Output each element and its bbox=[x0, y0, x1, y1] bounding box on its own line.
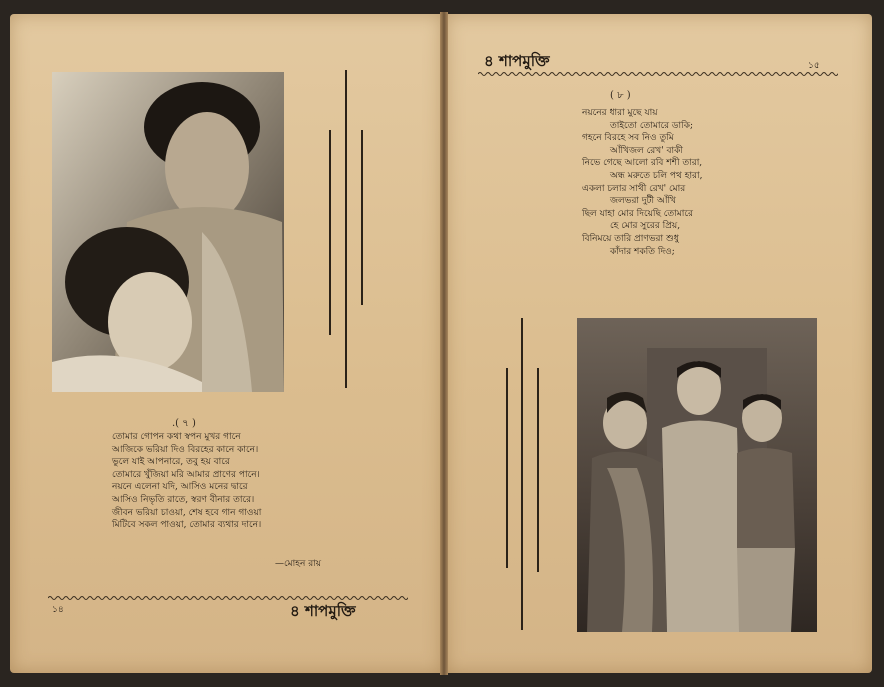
header-title-right: ৪ শাপমুক্তি bbox=[484, 52, 550, 70]
poem-right bbox=[582, 107, 702, 258]
poem-line: আজিকে ভরিয়া দিও বিরহের কানে কানে। bbox=[112, 444, 259, 455]
page-number-right: ১৫ bbox=[808, 61, 820, 71]
poem-line: কাঁদার শকতি দিও; bbox=[610, 246, 675, 257]
poem-signature: —মোহন রায় bbox=[275, 559, 322, 569]
right-photo-trio bbox=[577, 318, 817, 632]
poem-number-right: ( ৮ ) bbox=[610, 90, 631, 101]
poem-line: বিনিময়ে তারি প্রাণভরা শুধু bbox=[582, 233, 679, 244]
poem-number-left: .( ৭ ) bbox=[172, 418, 196, 429]
poem-left bbox=[112, 431, 261, 532]
decorative-line bbox=[361, 130, 363, 305]
poem-line: গহনে বিরহে সব নিও তুমি bbox=[582, 133, 674, 144]
poem-line: নয়নের ধারা মুছে যায় bbox=[582, 108, 658, 118]
trio-portrait-image bbox=[577, 318, 817, 632]
poem-line: হে মোর সুরের প্রিয়, bbox=[610, 221, 681, 232]
page-number-left: ১৪ bbox=[52, 605, 64, 615]
decorative-line bbox=[329, 130, 331, 335]
poem-line: জলভরা দুটী আঁখি bbox=[610, 196, 676, 207]
poem-line: একলা চলার সাথী রেখ' মোর bbox=[582, 183, 686, 194]
decorative-line bbox=[521, 318, 523, 630]
poem-line: অন্ধ মরুতে চলি পথ হারা, bbox=[610, 170, 703, 181]
poem-line: তোমারে খুঁজিয়া মরি আমার প্রাণের পানে। bbox=[112, 469, 260, 480]
left-photo-couple bbox=[52, 72, 284, 392]
poem-line: মিটিবে সকল পাওয়া, তোমার ব্যথার দানে। bbox=[112, 520, 262, 531]
poem-line: ভুলে যাই আপনারে, তবু হয় বারে bbox=[112, 457, 230, 468]
header-wavy-rule bbox=[478, 70, 838, 78]
poem-line: জীবন ভরিয়া চাওয়া, শেষ হবে গান গাওয়া bbox=[112, 507, 262, 518]
poem-line: আঁখিজল রেখ' বাকী bbox=[610, 145, 683, 156]
poem-line: আসিও নিভৃতি রাতে, স্বরণ বীনার তারে। bbox=[112, 494, 255, 505]
book-spine bbox=[440, 12, 448, 675]
couple-portrait-image bbox=[52, 72, 284, 392]
poem-line: তোমার গোপন কথা স্বপন মুখর গানে bbox=[112, 432, 241, 442]
decorative-line bbox=[537, 368, 539, 572]
decorative-line bbox=[506, 368, 508, 568]
poem-line: ছিল যাহা মোর দিয়েছি তোমারে bbox=[582, 208, 693, 219]
poem-line: নিভে গেছে আলো রবি শশী তারা, bbox=[582, 158, 703, 169]
footer-title-left: ৪ শাপমুক্তি bbox=[290, 602, 356, 620]
poem-line: তাইতো তোমারে ডাকি; bbox=[610, 120, 694, 131]
decorative-line bbox=[345, 70, 347, 388]
poem-line: নয়নে এলেনা যদি, আসিও মনের দ্বারে bbox=[112, 482, 248, 493]
